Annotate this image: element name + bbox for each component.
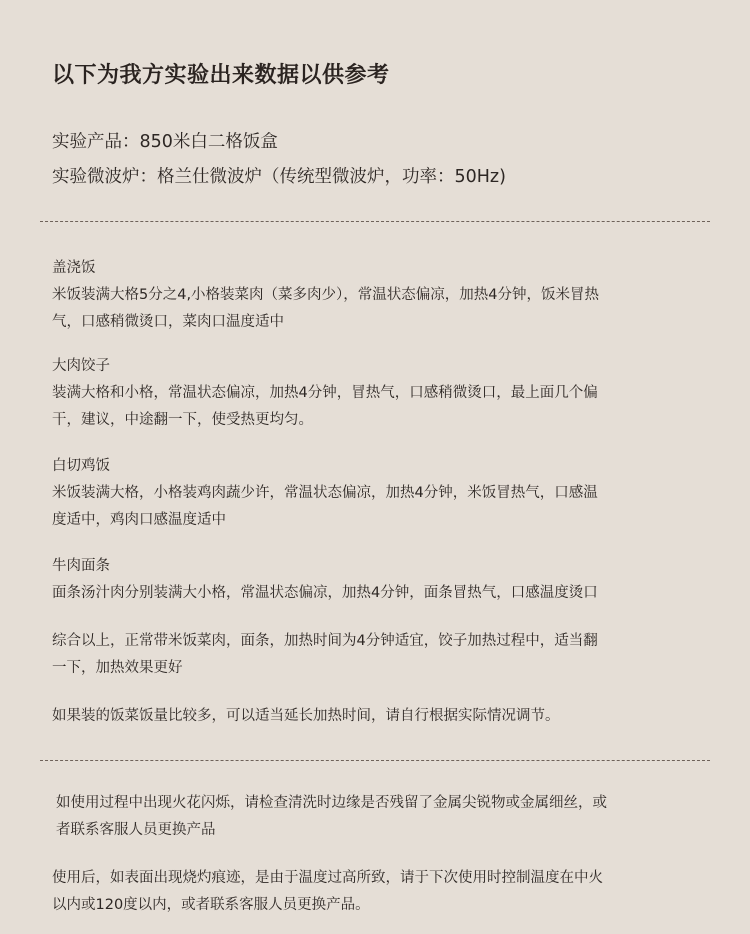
item-section <box>52 453 702 534</box>
item-name: 大肉饺子 <box>52 358 110 374</box>
item-line: 干，建议，中途翻一下，使受热更均匀。 <box>52 412 313 428</box>
divider <box>40 760 710 761</box>
summary-line: 综合以上，正常带米饭菜肉，面条，加热时间为4分钟适宜，饺子加热过程中，适当翻 <box>52 633 598 649</box>
item-section <box>52 353 702 434</box>
item-line: 度适中，鸡肉口感温度适中 <box>52 512 226 528</box>
note-line: 如果装的饭菜饭量比较多，可以适当延长加热时间，请自行根据实际情况调节。 <box>52 708 560 724</box>
item-name: 盖浇饭 <box>52 260 96 276</box>
item-line: 面条汤汁肉分别装满大小格，常温状态偏凉，加热4分钟，面条冒热气，口感温度烫口 <box>52 585 598 601</box>
after-use-line: 以内或120度以内，或者联系客服人员更换产品。 <box>52 897 370 913</box>
item-line: 气，口感稍微烫口，菜肉口温度适中 <box>52 314 284 330</box>
item-line: 装满大格和小格，常温状态偏凉，加热4分钟，冒热气，口感稍微烫口，最上面几个偏 <box>52 385 598 401</box>
after-use-line: 使用后，如表面出现烧灼痕迹，是由于温度过高所致，请于下次使用时控制温度在中火 <box>52 870 603 886</box>
item-name: 牛肉面条 <box>52 558 110 574</box>
note-paragraph <box>52 703 702 730</box>
info-microwave: 实验微波炉：格兰仕微波炉（传统型微波炉，功率：50Hz) <box>52 167 506 187</box>
page-title: 以下为我方实验出来数据以供参考 <box>52 63 390 88</box>
summary-paragraph <box>52 628 702 682</box>
item-line: 米饭装满大格，小格装鸡肉蔬少许，常温状态偏凉，加热4分钟，米饭冒热气，口感温 <box>52 485 598 501</box>
warning-paragraph <box>56 790 706 844</box>
info-product: 实验产品：850米白二格饭盒 <box>52 132 278 152</box>
divider <box>40 221 710 222</box>
warning-line: 如使用过程中出现火花闪烁，请检查清洗时边缘是否残留了金属尖锐物或金属细丝，或 <box>56 795 607 811</box>
item-line: 米饭装满大格5分之4,小格装菜肉（菜多肉少），常温状态偏凉，加热4分钟，饭米冒热 <box>52 287 600 303</box>
after-use-paragraph <box>52 865 702 919</box>
summary-line: 一下，加热效果更好 <box>52 660 183 676</box>
warning-line: 者联系客服人员更换产品 <box>56 822 216 838</box>
item-name: 白切鸡饭 <box>52 458 110 474</box>
item-section <box>52 255 702 336</box>
item-section <box>52 553 702 607</box>
